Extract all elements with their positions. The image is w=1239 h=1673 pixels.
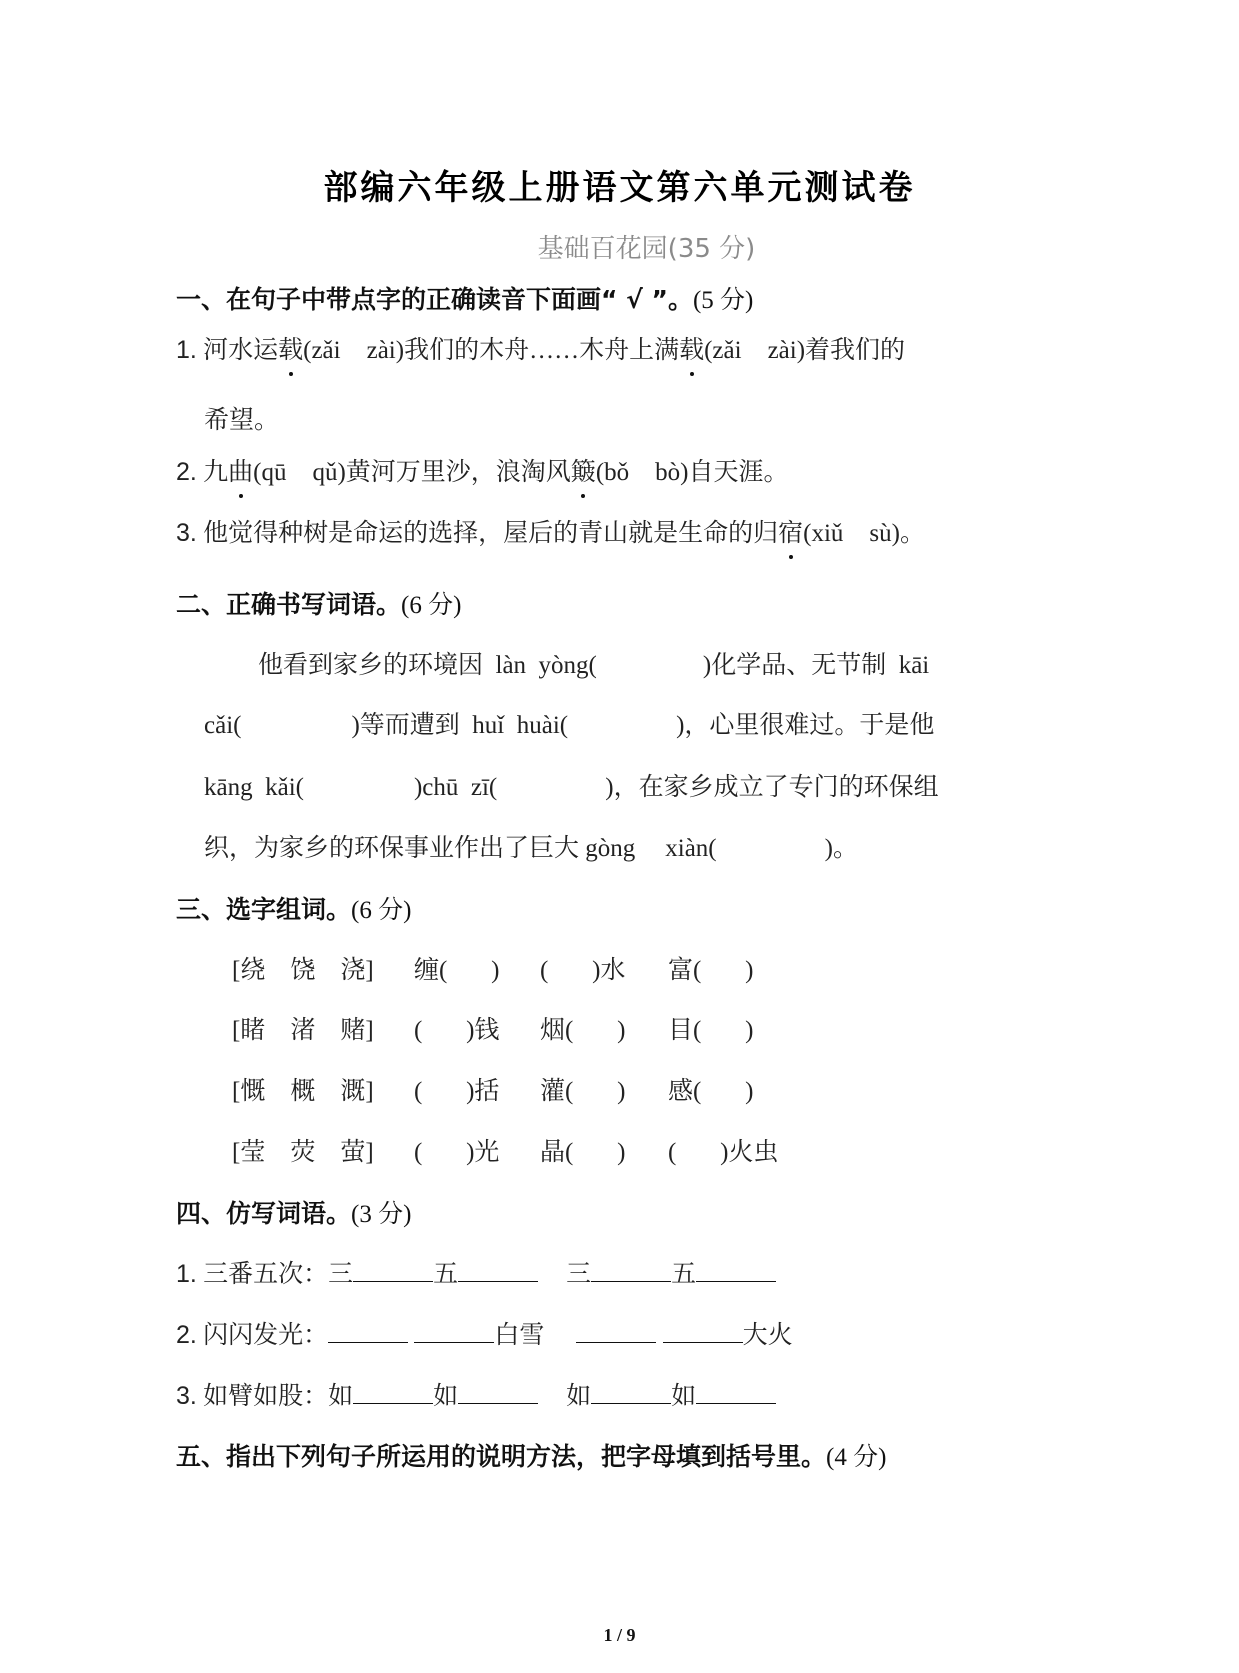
text: zài)我们的木舟……木舟上满 (366, 337, 680, 364)
answer-blank[interactable] (663, 1322, 743, 1343)
answer-blank[interactable] (458, 1383, 538, 1404)
pinyin-option: (bǒ (595, 459, 630, 486)
text: 他觉得种树是命运的选择，屋后的青山就是生命的归 (203, 520, 779, 547)
pinyin-option: (zǎi (704, 337, 742, 364)
page-indicator: 1 / 9 (603, 1625, 636, 1645)
answer-blank[interactable] (591, 1261, 671, 1282)
section5-points: (4 分) (826, 1444, 887, 1471)
example-word: 闪闪发光： (203, 1322, 329, 1349)
choice-row (232, 1132, 374, 1168)
section2-heading-text: 二、正确书写词语。 (176, 590, 402, 619)
text: )，在家乡成立了专门的环保组 (605, 774, 939, 801)
pinyin-option: (xiǔ (803, 520, 844, 547)
text: 如 (328, 1383, 354, 1410)
text: 三 (566, 1261, 592, 1288)
imitate-item-3 (176, 1376, 776, 1412)
dotted-char: 簸 (571, 452, 596, 488)
answer-blank[interactable] (353, 1261, 433, 1282)
fill-line-2 (204, 705, 934, 741)
text: )。 (824, 835, 858, 862)
text: 织，为家乡的环保事业作出了巨大 gòng (204, 835, 636, 862)
char-choices: [莹 荧 萤] (232, 1139, 374, 1166)
section4-heading (176, 1194, 411, 1230)
text: )，心里很难过。于是他 (676, 712, 935, 739)
answer-blank[interactable] (328, 1322, 408, 1343)
answer-blank[interactable] (458, 1261, 538, 1282)
question-1-1 (176, 330, 905, 366)
text: 如 (671, 1383, 697, 1410)
section5-heading-text: 五、指出下列句子所运用的说明方法，把字母填到括号里。 (176, 1442, 827, 1471)
pinyin-option: (zǎi (303, 337, 341, 364)
text: 五 (671, 1261, 697, 1288)
text: 河水运 (203, 337, 279, 364)
text: )化学品、无节制 kāi (702, 652, 930, 679)
question-1-3 (176, 513, 925, 549)
answer-blank[interactable] (696, 1261, 776, 1282)
answer-blank[interactable] (696, 1383, 776, 1404)
section-subtitle: 基础百花园(35 分) (537, 234, 756, 264)
word-blank[interactable]: 烟( ) (540, 1017, 626, 1044)
word-blank[interactable]: 富( ) (668, 957, 754, 984)
text: 大火 (742, 1322, 793, 1349)
item-number: 1. (176, 336, 197, 364)
imitate-item-1 (176, 1254, 776, 1290)
choice-row (232, 1010, 374, 1046)
text: xiàn( (665, 835, 717, 862)
pinyin-option: (qū (253, 459, 287, 486)
word-blank[interactable]: 缠( ) (414, 957, 500, 984)
answer-blank[interactable] (414, 1322, 494, 1343)
word-blank[interactable]: ( )括 (414, 1078, 500, 1105)
answer-blank[interactable] (591, 1383, 671, 1404)
word-blank[interactable]: 晶( ) (540, 1139, 626, 1166)
item-number: 3. (176, 519, 197, 547)
section5-heading (176, 1437, 886, 1473)
text: 如 (566, 1383, 592, 1410)
fill-line-4 (204, 828, 858, 864)
text: 如 (433, 1383, 459, 1410)
question-1-1-continued: 希望。 (204, 407, 280, 434)
char-choices: [绕 饶 浇] (232, 957, 374, 984)
text: bò)自天涯。 (655, 459, 789, 486)
section3-heading (176, 890, 411, 926)
dotted-char: 宿 (778, 513, 803, 549)
item-number: 2. (176, 1321, 197, 1349)
word-blank[interactable]: 感( ) (668, 1078, 754, 1105)
section3-points: (6 分) (351, 897, 412, 924)
example-word: 三番五次： (203, 1261, 329, 1288)
section4-heading-text: 四、仿写词语。 (176, 1199, 352, 1228)
item-number: 3. (176, 1382, 197, 1410)
word-blank[interactable]: ( )水 (540, 957, 626, 984)
word-blank[interactable]: 灌( ) (540, 1078, 626, 1105)
dotted-char: 载 (679, 330, 704, 366)
char-choices: [睹 渚 赌] (232, 1017, 374, 1044)
text: 白雪 (494, 1322, 545, 1349)
answer-blank[interactable] (353, 1383, 433, 1404)
text: 三 (328, 1261, 354, 1288)
text: )等而遭到 huǐ huài( (351, 712, 569, 739)
word-blank[interactable]: ( )火虫 (668, 1139, 779, 1166)
text: sù)。 (869, 520, 925, 547)
text: kāng kǎi( (204, 774, 304, 801)
word-blank[interactable]: ( )光 (414, 1139, 500, 1166)
word-blank[interactable]: ( )钱 (414, 1017, 500, 1044)
imitate-item-2 (176, 1315, 793, 1351)
item-number: 1. (176, 1260, 197, 1288)
page-title: 部编六年级上册语文第六单元测试卷 (323, 168, 916, 208)
choice-row (232, 1071, 374, 1107)
choice-row (232, 950, 374, 986)
item-number: 2. (176, 458, 197, 486)
text: )chū zī( (413, 774, 498, 801)
section4-points: (3 分) (351, 1201, 412, 1228)
dotted-char: 载 (278, 330, 303, 366)
section2-heading (176, 585, 461, 621)
section3-heading-text: 三、选字组词。 (176, 895, 352, 924)
char-choices: [慨 概 溉] (232, 1078, 374, 1105)
fill-line-1 (258, 645, 929, 681)
text: 他看到家乡的环境因 làn yòng( (258, 652, 597, 679)
word-blank[interactable]: 目( ) (668, 1017, 754, 1044)
text: 九 (203, 459, 229, 486)
text: cǎi( (204, 712, 242, 739)
example-word: 如臂如股： (203, 1383, 329, 1410)
text: zài)着我们的 (767, 337, 906, 364)
question-1-2 (176, 452, 788, 488)
fill-line-3 (204, 767, 939, 803)
answer-blank[interactable] (576, 1322, 656, 1343)
section1-points: (5 分) (692, 287, 754, 314)
section1-heading-text: 一、在句子中带点字的正确读音下面画“ √ ”。 (176, 285, 693, 314)
section1-heading (176, 280, 753, 316)
text: 五 (433, 1261, 459, 1288)
section2-points: (6 分) (401, 592, 462, 619)
text: qǔ)黄河万里沙，浪淘风 (312, 459, 571, 486)
dotted-char: 曲 (228, 452, 253, 488)
